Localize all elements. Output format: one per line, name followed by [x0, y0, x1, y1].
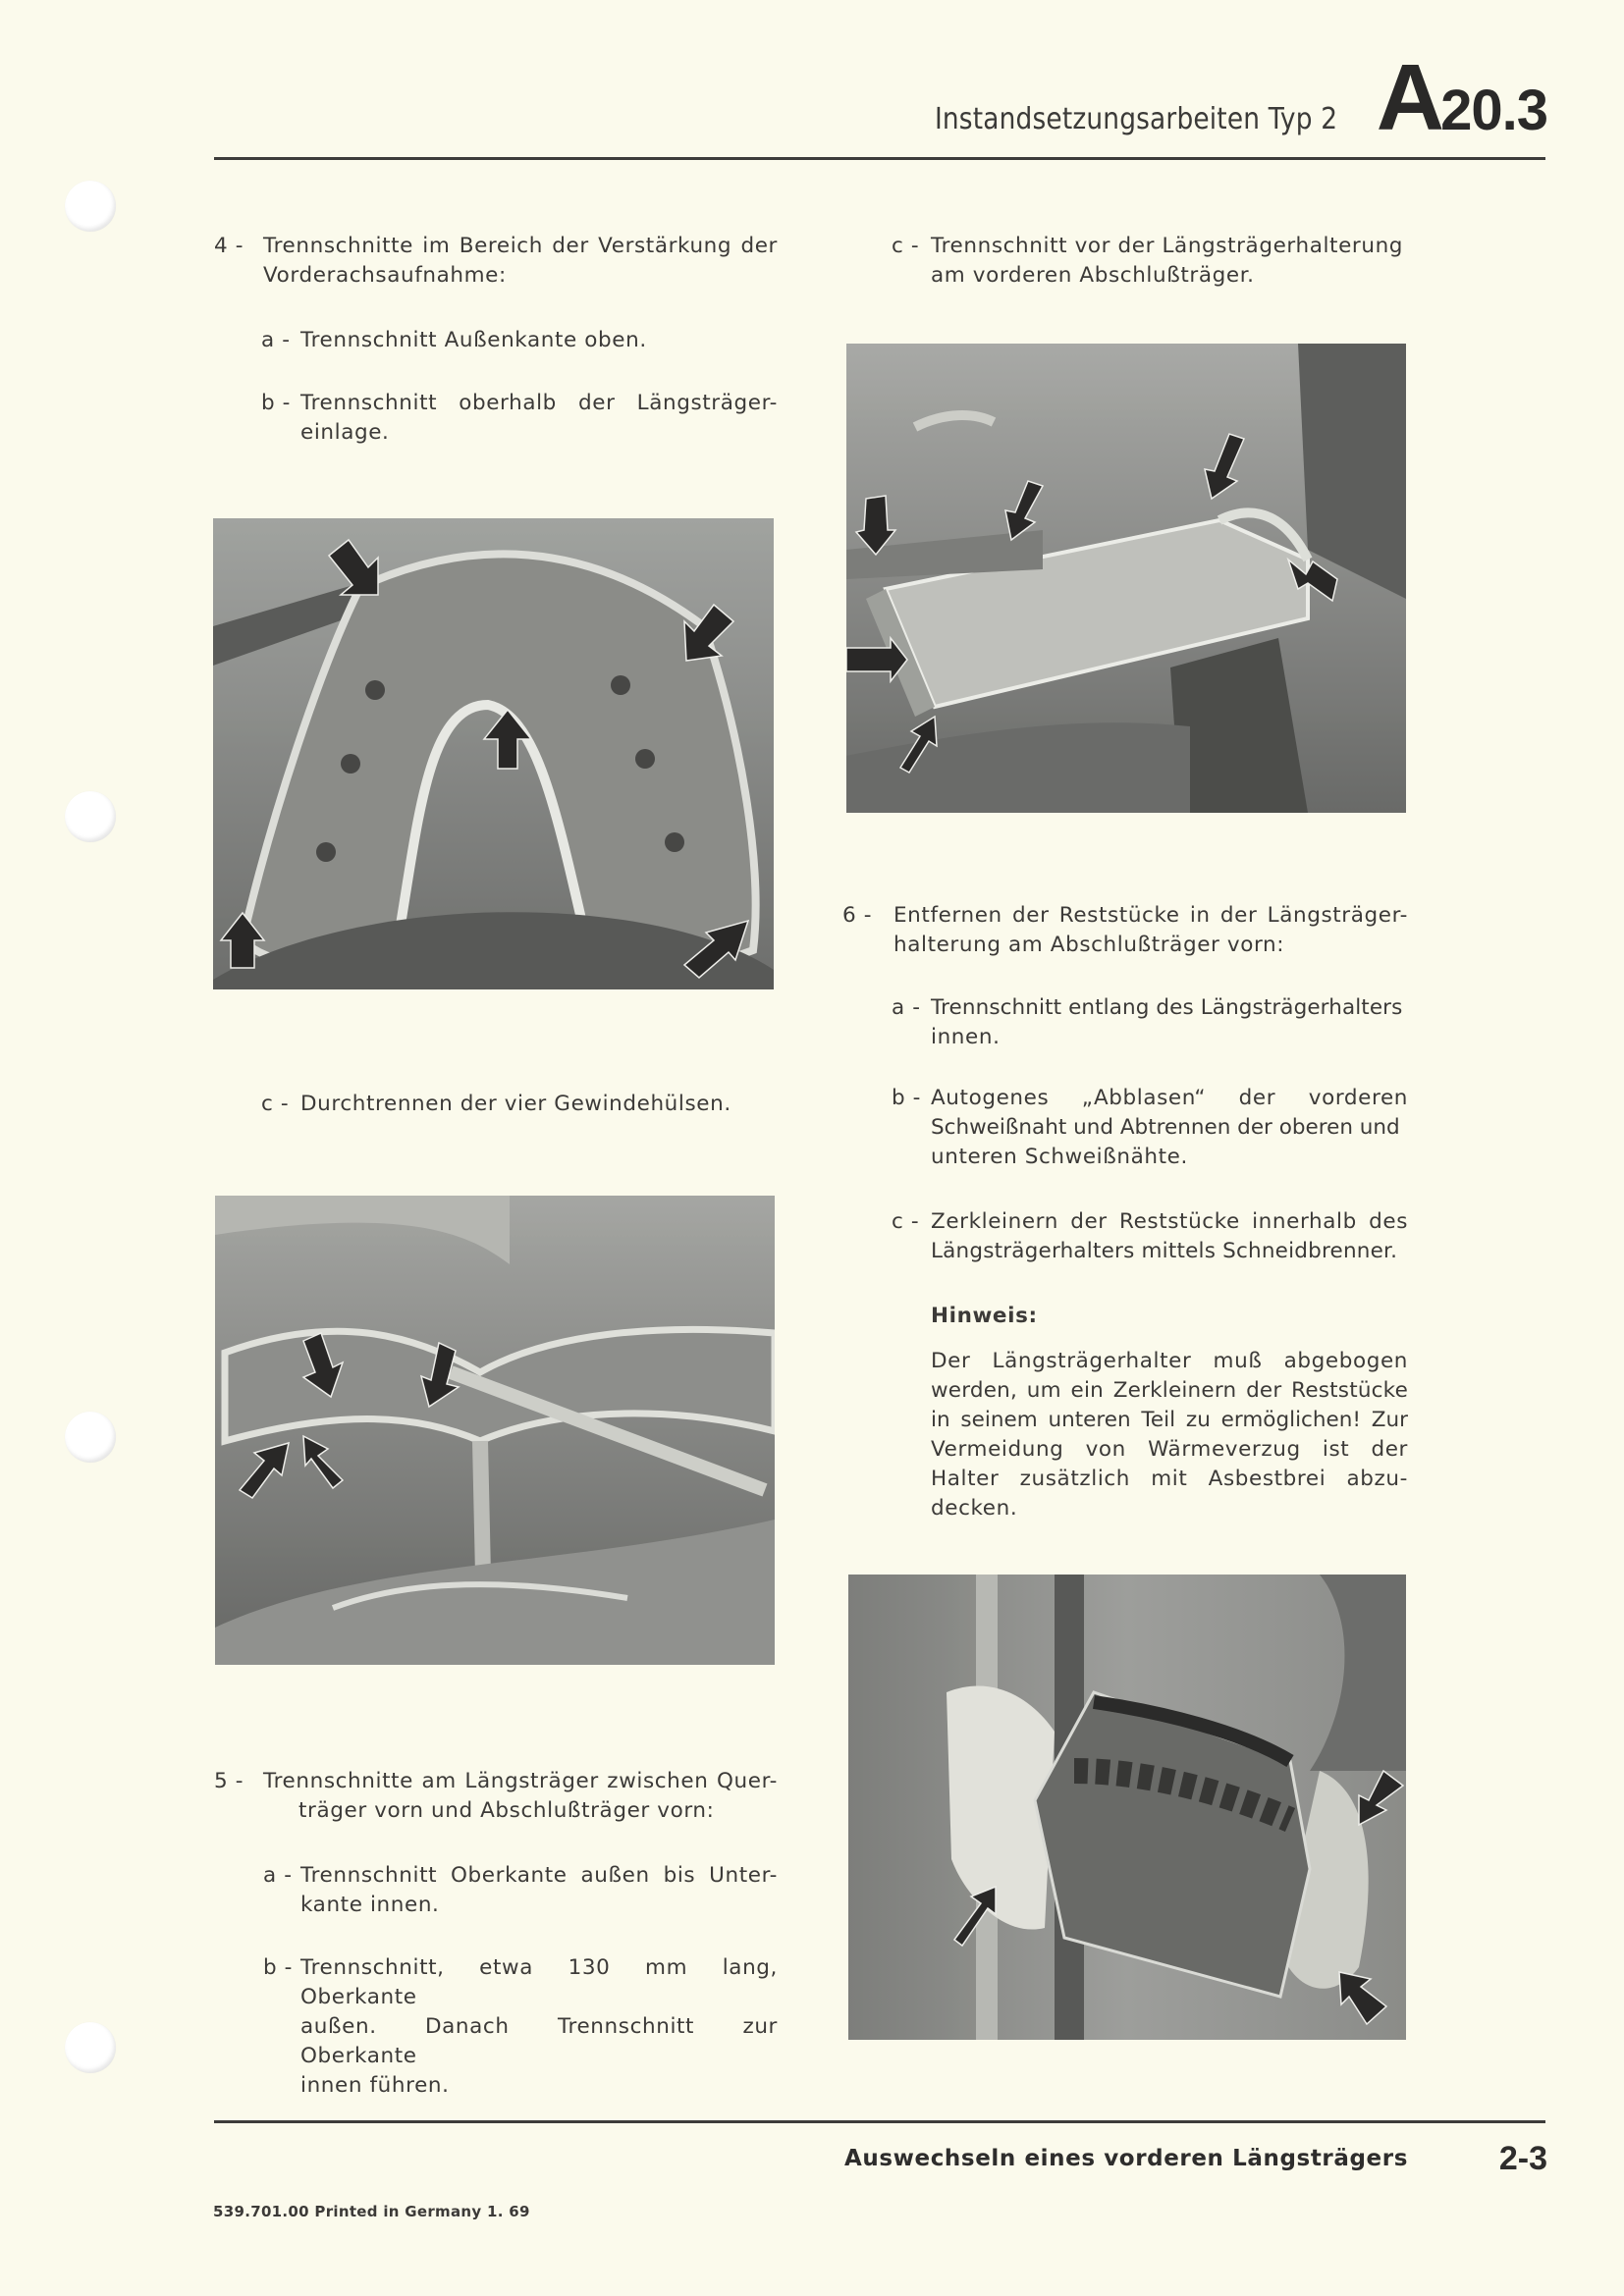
substep-text: Trennschnitt Oberkante außen bis Unter- [300, 1863, 778, 1888]
photo-holder-asbestos [848, 1575, 1406, 2040]
print-info: 539.701.00 Printed in Germany 1. 69 [213, 2203, 530, 2220]
step-5 [214, 1767, 778, 1826]
note-text: in seinem unteren Teil zu ermöglichen! Zur [931, 1408, 1408, 1432]
substep-text: Schweißnaht und Abtrennen der oberen und [931, 1115, 1400, 1140]
step-text: Entfernen der Reststücke in der Längsträger- [893, 903, 1408, 928]
step-number: 4 - [214, 234, 244, 258]
section-code-number: 20.3 [1440, 79, 1547, 142]
substep-label: a - [263, 1863, 293, 1888]
header-title: Instandsetzungsarbeiten Typ 2 [934, 102, 1337, 136]
substep-text: innen führen. [300, 2073, 450, 2098]
note-text: Halter zusätzlich mit Asbestbrei abzu- [931, 1467, 1408, 1491]
step-4 [214, 232, 778, 291]
substep-label: b - [261, 391, 292, 415]
note-heading: Hinweis: [931, 1304, 1038, 1328]
punch-hole [65, 181, 116, 232]
substep-label: c - [261, 1092, 290, 1116]
note-text: Der Längsträgerhalter muß abgebogen [931, 1349, 1408, 1373]
step-5b [263, 1953, 778, 2101]
punch-hole [65, 2022, 116, 2073]
substep-text: Autogenes „Abblasen“ der vorderen [931, 1086, 1408, 1110]
footer-rule [214, 2120, 1545, 2123]
substep-text: Trennschnitt vor der Längsträgerhalterung [931, 234, 1404, 258]
substep-label: c - [892, 234, 920, 258]
step-5a [263, 1861, 778, 1920]
step-6 [842, 901, 1408, 960]
photo-threaded-sleeves [215, 1196, 775, 1665]
header-rule [214, 157, 1545, 160]
step-text: träger vorn und Abschlußträger vorn: [298, 1798, 715, 1823]
step-text: Trennschnitte im Bereich der Verstärkung der [263, 234, 778, 258]
substep-text: kante innen. [300, 1893, 440, 1917]
substep-text: Trennschnitt, etwa 130 mm lang, Oberkante [300, 1955, 778, 2009]
step-number: 6 - [842, 903, 873, 928]
page-number: 2-3 [1498, 2140, 1547, 2177]
step-6a [892, 993, 1408, 1052]
step-text: Vorderachsaufnahme: [263, 263, 507, 288]
step-4b [261, 389, 778, 448]
photo-front-axle-reinforcement [213, 518, 774, 989]
step-4a [261, 326, 778, 355]
substep-text: einlage. [300, 420, 390, 445]
substep-text: unteren Schweißnähte. [931, 1145, 1188, 1169]
section-code [1376, 45, 1547, 150]
photo-longitudinal-member-holder [846, 344, 1406, 813]
substep-label: b - [263, 1955, 294, 1980]
substep-label: a - [261, 328, 291, 352]
punch-hole [65, 1412, 116, 1463]
step-text: halterung am Abschlußträger vorn: [893, 933, 1285, 957]
step-4c [261, 1090, 778, 1119]
substep-text: innen. [931, 1025, 1001, 1049]
substep-text: Durchtrennen der vier Gewindehülsen. [300, 1092, 731, 1116]
footer-title: Auswechseln eines vorderen Längsträgers [843, 2146, 1408, 2171]
substep-text: am vorderen Abschlußträger. [931, 263, 1255, 288]
step-text: Trennschnitte am Längsträger zwischen Quer- [263, 1769, 778, 1793]
substep-text: Trennschnitt oberhalb der Längsträger- [300, 391, 778, 415]
section-code-letter: A [1376, 45, 1441, 150]
substep-text: Trennschnitt entlang des Längsträgerhalters [931, 995, 1403, 1020]
note [931, 1302, 1408, 1523]
substep-label: a - [892, 995, 921, 1020]
step-4c-right [892, 232, 1408, 291]
step-6b [892, 1084, 1408, 1172]
substep-text: Längsträgerhalters mittels Schneidbrenner. [931, 1239, 1398, 1263]
substep-text: außen. Danach Trennschnitt zur Oberkante [300, 2014, 778, 2068]
substep-text: Trennschnitt Außenkante oben. [300, 328, 647, 352]
substep-text: Zerkleinern der Reststücke innerhalb des [931, 1209, 1408, 1234]
note-text: werden, um ein Zerkleinern der Reststücke [931, 1378, 1408, 1403]
step-6c [892, 1207, 1408, 1266]
substep-label: c - [892, 1209, 920, 1234]
note-text: decken. [931, 1496, 1018, 1521]
step-number: 5 - [214, 1769, 244, 1793]
note-text: Vermeidung von Wärmeverzug ist der [931, 1437, 1408, 1462]
substep-label: b - [892, 1086, 922, 1110]
punch-hole [65, 791, 116, 842]
